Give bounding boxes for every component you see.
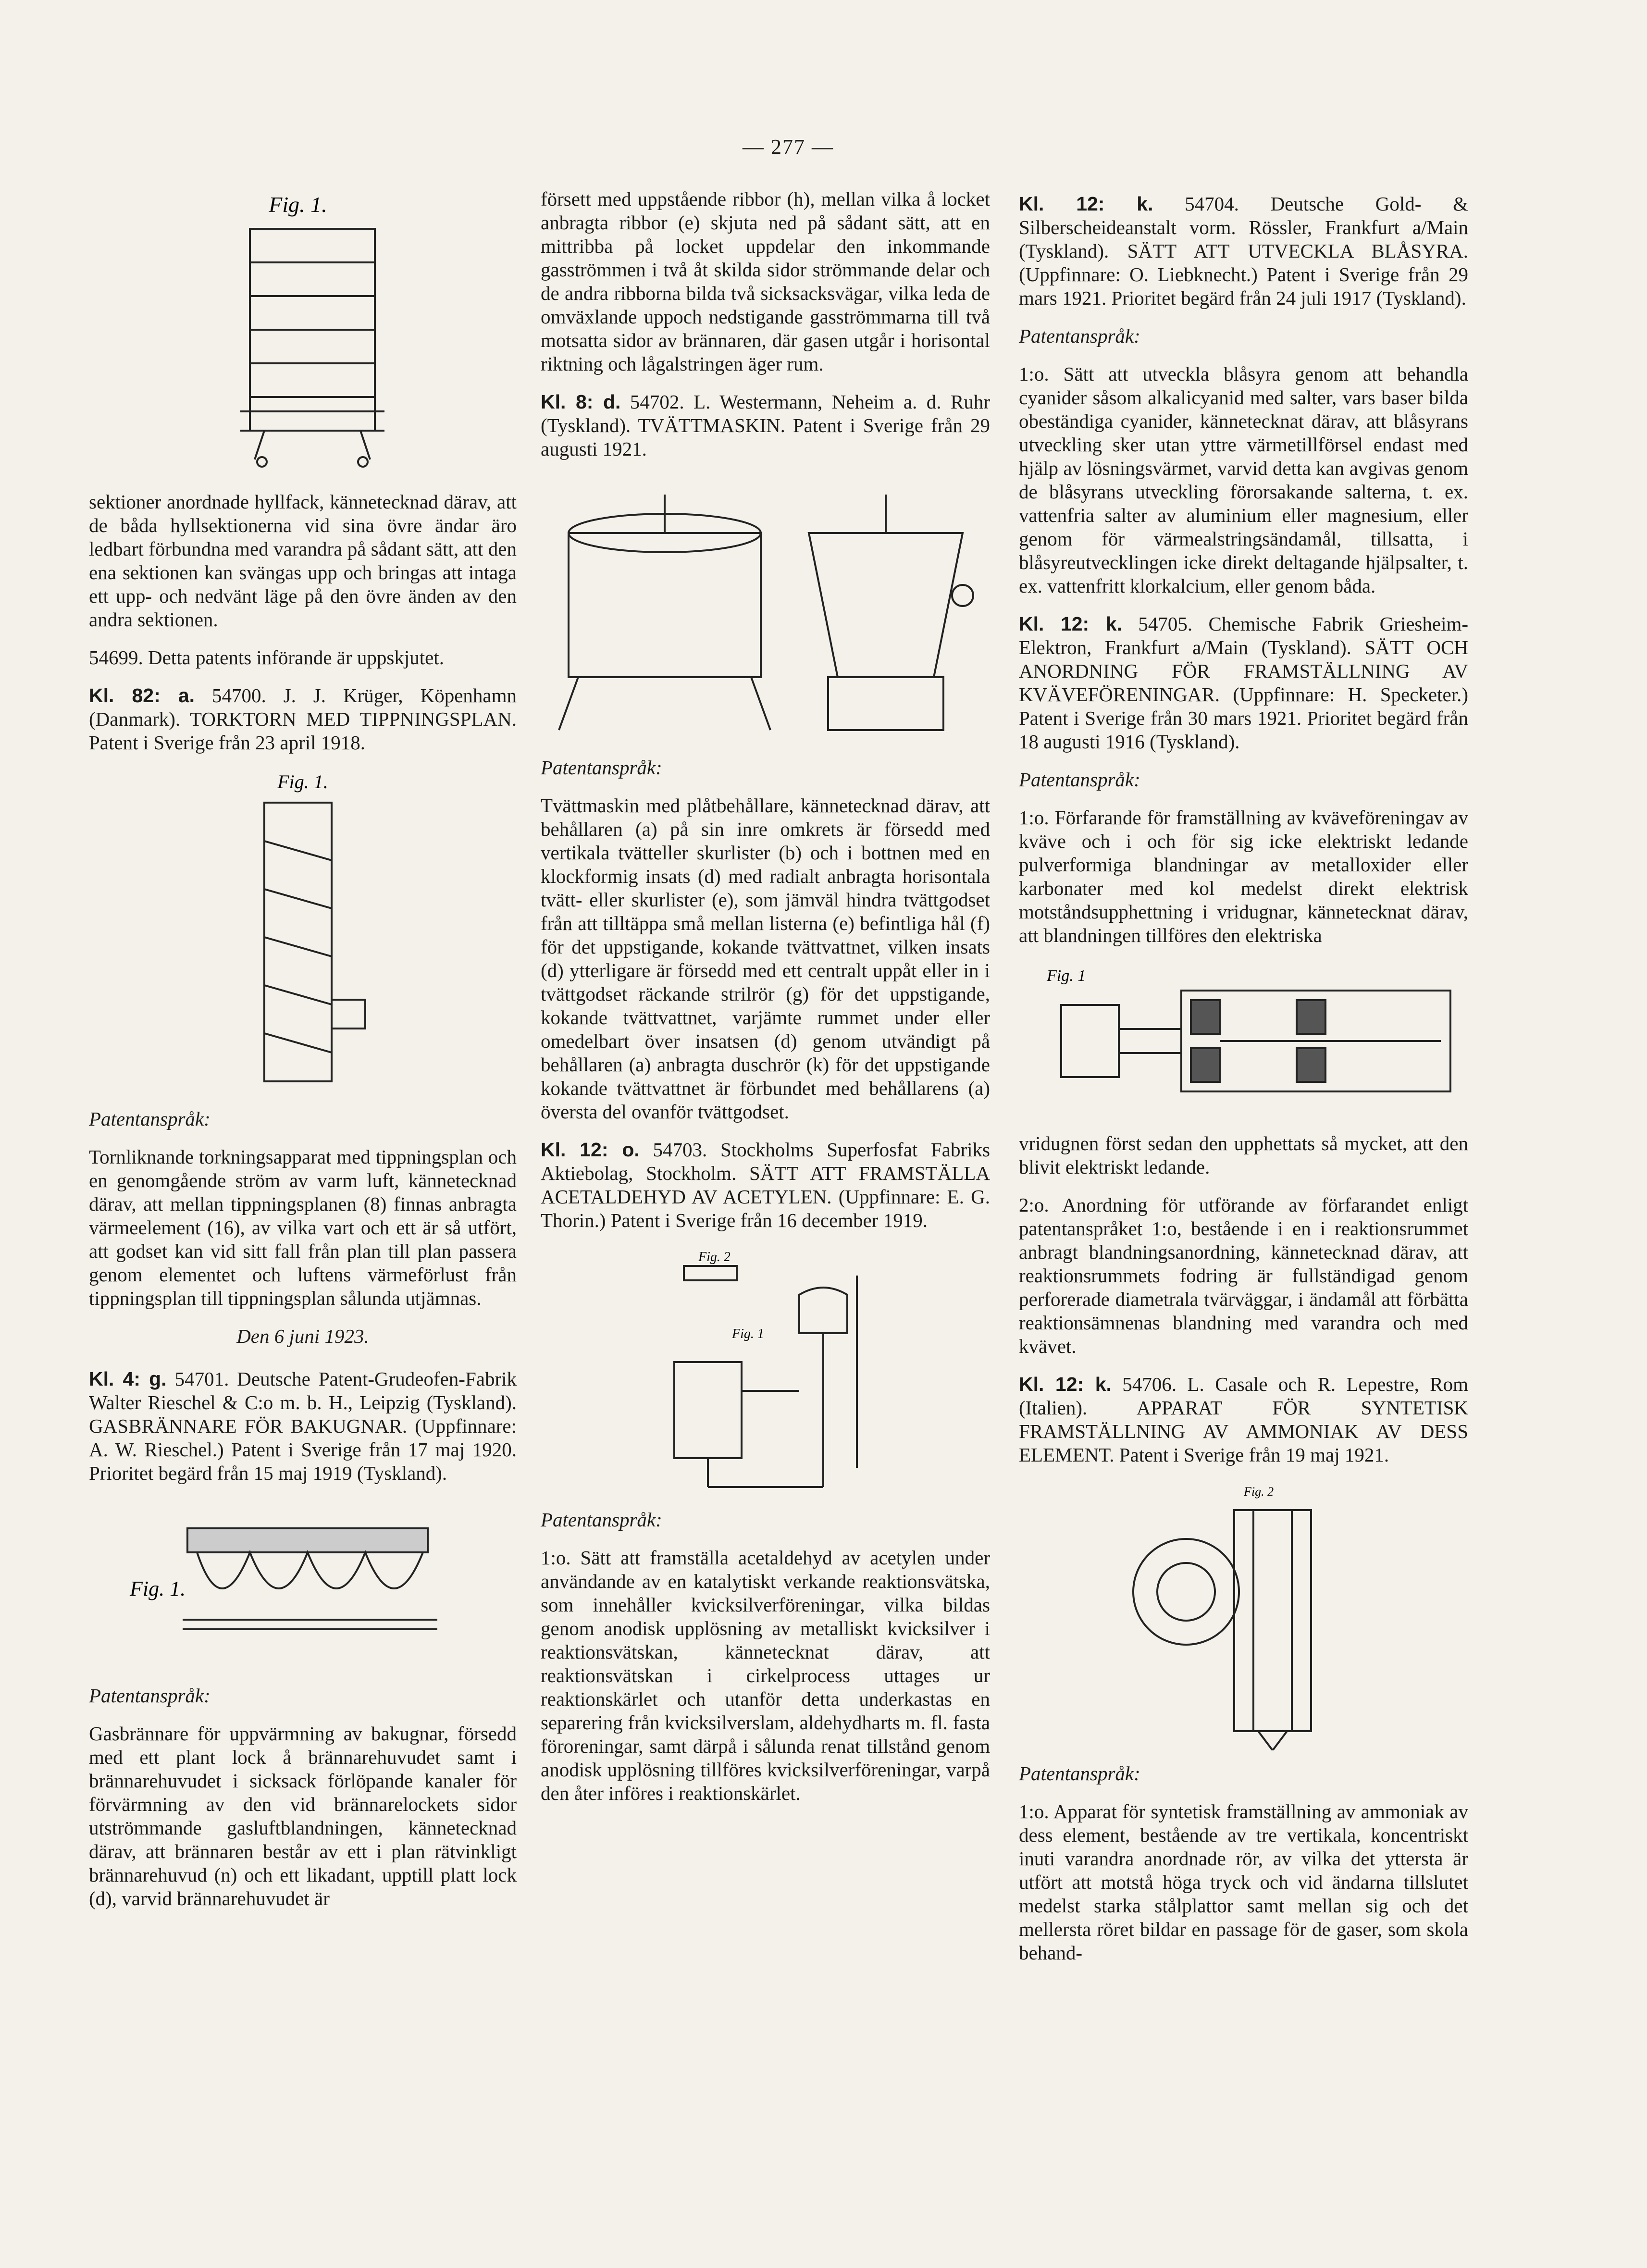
claim-text: 1:o. Apparat för syntetisk framställning av ammoniak av dess element, bestående av tre vertikala, koncentriskt inuti varandra anordnade rör, av vilka det yttersta är utfört att motstå höga tryck och vid ändarna tillslutet medelst starka stålplattor samt mellan sig och det mellersta röret bildar en passage för de gaser, som skola behand- (1019, 1800, 1468, 1964)
entry-text: 54702. L. Westermann, Neheim a. d. Ruhr (Tyskland). TVÄTTMASKIN. Patent i Sverige från 29 augusti 1921. (541, 391, 990, 460)
column-2 (541, 187, 990, 1820)
date-line: Den 6 juni 1923. (236, 1325, 369, 1347)
drying-tower-figure (207, 769, 399, 1096)
entry-54706 (1019, 1373, 1468, 1467)
claims-label: Patentanspråk: (89, 1108, 211, 1130)
claim-text: 1:o. Förfarande för framställning av kväveföreningav av kväve och i och för sig icke elektriskt ledande pulverformiga blandningar av metalloxider eller karbonater med kol medelst direkt elektrisk motståndsupphettning i vridugnar, kännetecknat därav, att blandningen tillföres den elektriska (1019, 806, 1468, 946)
figure-caption: Fig. 1. (277, 771, 328, 793)
entry-text: 54703. Stockholms Superfosfat Fabriks Aktiebolag, Stockholm. SÄTT ATT FRAMSTÄLLA ACETALDEHYD AV ACETYLEN. (Uppfinnare: E. G. Thorin.) Patent i Sverige från 16 december 1919. (541, 1139, 991, 1231)
claims-label: Patentanspråk: (541, 756, 662, 779)
entry-text: 54701. Deutsche Patent-Grudeofen-Fabrik Walter Rieschel & C:o m. b. H., Leipzig (Tyskland). GASBRÄNNARE FÖR BAKUGNAR. (Uppfinnare: A. W. Rieschel.) Patent i Sverige från 17 maj 1920. Prioritet begärd från 15 maj 1919 (Tyskland). (89, 1368, 517, 1484)
entry-54702 (541, 390, 990, 461)
washing-machine-figure (549, 475, 982, 744)
acetaldehyde-apparatus-figure (641, 1247, 891, 1497)
column-1 (89, 187, 517, 1925)
ammonia-apparatus-figure (1100, 1481, 1388, 1750)
drying-rack-figure (178, 190, 428, 479)
claims-label: Patentanspråk: (541, 1509, 662, 1531)
entry-text: 54704. Deutsche Gold- & Silberscheideanstalt vorm. Rössler, Frankfurt a/Main (Tyskland). SÄTT ATT UTVECKLA BLÅSYRA. (Uppfinnare: O. Liebknecht.) Patent i Sverige från 29 mars 1921. Prioritet begärd från 24 juli 1917 (Tyskland). (1019, 193, 1468, 309)
class-label: Kl. 12: k. (1019, 193, 1153, 215)
claim-text: Tornliknande torkningsapparat med tippningsplan och en genomgående ström av varm luft, kännetecknad därav, att mellan tippningsplanen (8) finnas anbragta värmeelement (16), av vilka vart och ett är så utfört, att godset kan vid sitt fall från plan till plan passera genom elementet och luftens värmeförlust från tippningsplan till tippningsplan sålunda utjämnas. (89, 1146, 517, 1309)
class-label: Kl. 4: g. (89, 1368, 167, 1390)
claim-text: 2:o. Anordning för utförande av förfarandet enligt patentanspråket 1:o, bestående i en i reaktionsrummet anbragt blandningsanordning, kännetecknad därav, att reaktionsrummets fodring är fullständigad genom perforerade diametrala tvärväggar, i ändamål att förbätta reaktionsämnenas blandning med varandra och med kvävet. (1019, 1194, 1468, 1357)
gas-burner-figure (125, 1500, 481, 1673)
figure-caption: Fig. 1 (1046, 967, 1086, 985)
entry-54701 (89, 1367, 517, 1485)
claim-text: Tvättmaskin med plåtbehållare, kännetecknad därav, att behållaren (a) på sin inre omkrets är försedd med vertikala tvätteller skurlister (b) och i bottnen med en klockformig insats (d) med radialt anbragta horisontala tvätt- eller skurlister (e), som jämväl hindra tvättgodset från att tilltäppa små mellan listerna (e) befintliga hål (f) för det uppstigande, kokande tvättvattnet, vilken insats (d) ytterligare är försedd med ett centralt uppåt eller in i tvättgodset räckande strilrör (g) för det uppstigande, kokande tvättvattnet, varjämte rummet under eller omedelbart över insatsen (d) genom utvändigt på behållaren (a) anbragta duschrör (k) för det uppstigande kokande tvättvattnet är förbundet med behållarens (a) översta del ovanför tvättgodset. (541, 794, 990, 1123)
class-label: Kl. 12: k. (1019, 1373, 1112, 1395)
class-label: Kl. 8: d. (541, 391, 621, 413)
entry-54700 (89, 684, 517, 755)
claims-label: Patentanspråk: (1019, 768, 1140, 791)
figure-caption: Fig. 2 (1243, 1485, 1274, 1499)
class-label: Kl. 12: k. (1019, 613, 1122, 635)
entry-54699: 54699. Detta patents införande är uppskjutet. (89, 646, 444, 669)
column-3 (1019, 187, 1468, 1979)
claim-text: 1:o. Sätt att utveckla blåsyra genom att behandla cyanider såsom alkalicyanid med salter, vars baser bilda obeständiga cyanider, kännetecknat därav, att blåsyrans utveckling sker utan yttre värmetillförsel endast med hjälp av lösningsvärmet, varvid detta kan avgivas genom de blåsyrans utveckling förorsakande salterna, t. ex. vattenfria salter av aluminium eller magnesium, eller genom för värmealstringsändamål, tillsatta, i blåsyreutvecklingen icke direkt deltagande hjälpsalter, t. ex. vattenfritt klorkalcium, eller genom båda. (1019, 363, 1468, 597)
figure-caption: Fig. 1 (731, 1326, 764, 1341)
claim-text: 1:o. Sätt att framställa acetaldehyd av acetylen under användande av en katalytiskt verkande reaktionsvätska, som innehåller kvicksilverföreningar, vilka bildas genom anodisk upplösning av metalliskt kvicksilver i reaktionsvätskan, kännetecknat därav, att reaktionsvätskan i cirkelprocess uttages ur reaktionskärlet och utanför detta underkastas en separering från kvicksilverslam, aldehydharts m. fl. fasta föroreningar, samt därpå i sålunda renat tillstånd genom anodisk upplösning tillföres kvicksilverföreningar, varpå den åter införes i reaktionskärlet. (541, 1547, 990, 1804)
entry-text: 54705. Chemische Fabrik Griesheim-Elektron, Frankfurt a/Main (Tyskland). SÄTT OCH ANORDNING FÖR FRAMSTÄLLNING AV KVÄVEFÖRENINGAR. (Uppfinnare: H. Specketer.) Patent i Sverige från 30 mars 1921. Prioritet begärd från 18 augusti 1916 (Tyskland). (1019, 613, 1469, 753)
figure-caption: Fig. 1. (130, 1577, 186, 1600)
continued-paragraph: försett med uppstående ribbor (h), mellan vilka å locket anbragta ribbor (e) skjuta ned på sådant sätt, att en mittribba på locket uppdelar den inkommande gasströmmen i två åt skilda sidor strömmande delar och de andra ribborna bilda två sicksacksvägar, vilka leda de omväxlande uppoch nedstigande gasströmmarna till två motsatta sidor av brännaren, där gasen utgår i horisontal riktning och lågalstringen äger rum. (541, 188, 990, 375)
class-label: Kl. 82: a. (89, 684, 195, 706)
continued-paragraph: sektioner anordnade hyllfack, kännetecknad därav, att de båda hyllsektionerna vid sina övre ändar äro ledbart förbundna med varandra på sådant sätt, att den ena sektionen kan svängas upp och bringas att intaga ett upp- och nedvänt läge på den övre änden av den andra sektionen. (89, 491, 517, 631)
entry-text: 54700. J. J. Krüger, Köpenhamn (Danmark). TORKTORN MED TIPPNINGSPLAN. Patent i Sverige från 23 april 1918. (89, 684, 517, 754)
class-label: Kl. 12: o. (541, 1139, 640, 1161)
entry-text: 54706. L. Casale och R. Lepestre, Rom (Italien). APPARAT FÖR SYNTETISK FRAMSTÄLLNING AV AMMONIAK AV DESS ELEMENT. Patent i Sverige från 19 maj 1921. (1019, 1373, 1469, 1466)
figure-caption: Fig. 2 (698, 1250, 731, 1264)
page-number: — 277 — (743, 135, 834, 159)
figure-caption: Fig. 1. (269, 192, 327, 217)
claims-label: Patentanspråk: (1019, 325, 1140, 347)
entry-54703 (541, 1138, 990, 1232)
rotary-furnace-figure (1028, 962, 1460, 1120)
claims-label: Patentanspråk: (89, 1685, 211, 1707)
claims-label: Patentanspråk: (1019, 1762, 1140, 1785)
entry-54705 (1019, 612, 1468, 754)
entry-54704 (1019, 192, 1468, 310)
claim-text: Gasbrännare för uppvärmning av bakugnar, försedd med ett plant lock å brännarehuvudet samt i brännarehuvudet i sicksack förlöpande kanaler för förvärmning av den vid brännarelockets sidor utströmmande gasluftblandningen, kännetecknad därav, att brännaren består av ett i plan rätvinkligt brännarehuvud (n) och ett likadant, upptill platt lock (d), varvid brännarehuvudet är (89, 1723, 517, 1909)
claim-text: vridugnen först sedan den upphettats så mycket, att den blivit elektriskt ledande. (1019, 1132, 1468, 1178)
